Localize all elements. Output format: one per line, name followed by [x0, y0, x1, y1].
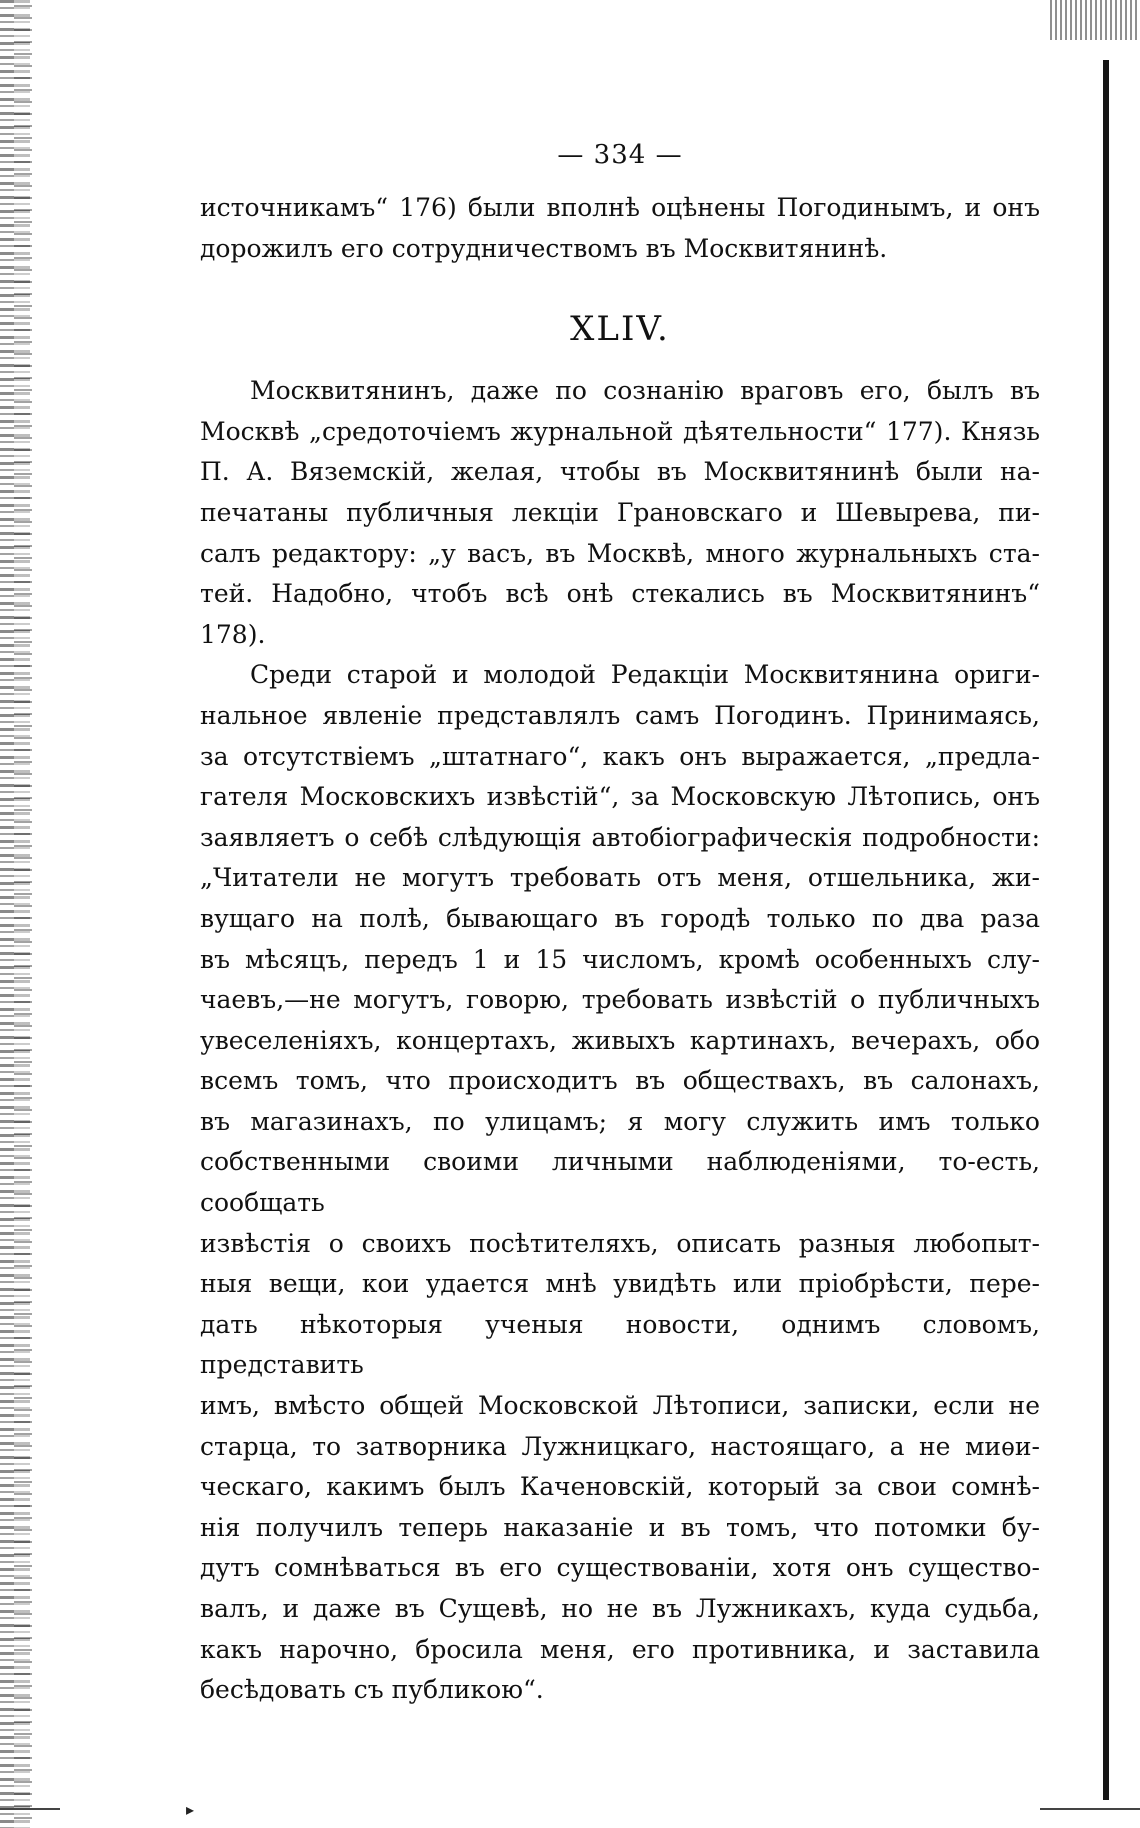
scan-edge-left-inner — [14, 0, 32, 1828]
paragraph-1 — [200, 188, 1040, 269]
text-line: всемъ томъ, что происходитъ въ обществахъ, въ салонахъ, — [200, 1066, 1040, 1096]
page-number: — 334 — — [557, 140, 683, 170]
paragraph-3 — [200, 655, 1040, 1710]
text-line: Москвитянинъ, даже по сознанію враговъ его, былъ въ — [250, 376, 1040, 406]
bottom-mark: ▸ — [186, 1800, 195, 1819]
text-line: ныя вещи, кои удается мнѣ увидѣть или пріобрѣсти, пере- — [200, 1269, 1040, 1299]
text-line: бесѣдовать съ публикою“. — [200, 1675, 544, 1705]
text-line: вущаго на полѣ, бывающаго въ городѣ только по два раза — [200, 903, 1040, 933]
text-line: Среди старой и молодой Редакціи Москвитянина ориги- — [250, 660, 1040, 690]
text-line: имъ, вмѣсто общей Московской Лѣтописи, записки, если не — [200, 1391, 1040, 1421]
text-line: салъ редактору: „у васъ, въ Москвѣ, много журнальныхъ ста- — [200, 538, 1040, 568]
bottom-rule-left — [0, 1808, 60, 1810]
text-line: заявляетъ о себѣ слѣдующія автобіографическія подробности: — [200, 822, 1040, 852]
text-line: чаевъ,—не могутъ, говорю, требовать извѣстій о публичныхъ — [200, 985, 1040, 1015]
text-line: источникамъ“ 176) были вполнѣ оцѣнены Погодинымъ, и онъ — [200, 193, 1040, 222]
paragraph-2 — [200, 371, 1040, 655]
chapter-heading: XLIV. — [570, 309, 670, 350]
scan-corner — [1050, 0, 1140, 40]
text-line: въ магазинахъ, по улицамъ; я могу служить имъ только — [200, 1106, 1040, 1136]
text-line: дать нѣкоторыя ученыя новости, однимъ словомъ, представить — [200, 1309, 1040, 1380]
text-line: увеселеніяхъ, концертахъ, живыхъ картинахъ, вечерахъ, обо — [200, 1025, 1040, 1055]
text-line: нія получилъ теперь наказаніе и въ томъ, что потомки бу- — [200, 1512, 1040, 1542]
text-line: старца, то затворника Лужницкаго, настоящаго, а не миѳи- — [200, 1431, 1040, 1461]
text-line: какъ нарочно, бросила меня, его противника, и заставила — [200, 1634, 1040, 1664]
text-line: Москвѣ „средоточіемъ журнальной дѣятельности“ 177). Князь — [200, 416, 1040, 446]
text-line: извѣстія о своихъ посѣтителяхъ, описать разныя любопыт- — [200, 1228, 1040, 1258]
text-line: ческаго, какимъ былъ Каченовскій, который за свои сомнѣ- — [200, 1472, 1040, 1502]
text-line: нальное явленіе представлялъ самъ Погодинъ. Принимаясь, — [200, 700, 1040, 730]
text-line: собственными своими личными наблюденіями, то-есть, сообщать — [200, 1147, 1040, 1218]
book-page — [200, 140, 1040, 1711]
text-line: тей. Надобно, чтобъ всѣ онѣ стекались въ Москвитянинъ“ 178). — [200, 579, 1040, 649]
text-line: „Читатели не могутъ требовать отъ меня, отшельника, жи- — [200, 863, 1040, 893]
text-line: П. А. Вяземскій, желая, чтобы въ Москвитянинѣ были на- — [200, 457, 1040, 487]
text-line: за отсутствіемъ „штатнаго“, какъ онъ выражается, „предла- — [200, 741, 1040, 771]
text-line: валъ, и даже въ Сущевѣ, но не въ Лужникахъ, куда судьба, — [200, 1594, 1040, 1623]
bottom-rule-right — [1040, 1808, 1140, 1810]
text-line: дорожилъ его сотрудничествомъ въ Москвитянинѣ. — [200, 233, 888, 263]
text-line: гателя Московскихъ извѣстій“, за Московскую Лѣтопись, онъ — [200, 782, 1040, 812]
scan-edge-right — [1103, 60, 1109, 1800]
text-line: дутъ сомнѣваться въ его существованіи, хотя онъ существо- — [200, 1553, 1040, 1583]
text-line: печатаны публичныя лекціи Грановскаго и Шевырева, пи- — [200, 497, 1040, 527]
text-line: въ мѣсяцъ, передъ 1 и 15 числомъ, кромѣ особенныхъ слу- — [200, 944, 1040, 974]
